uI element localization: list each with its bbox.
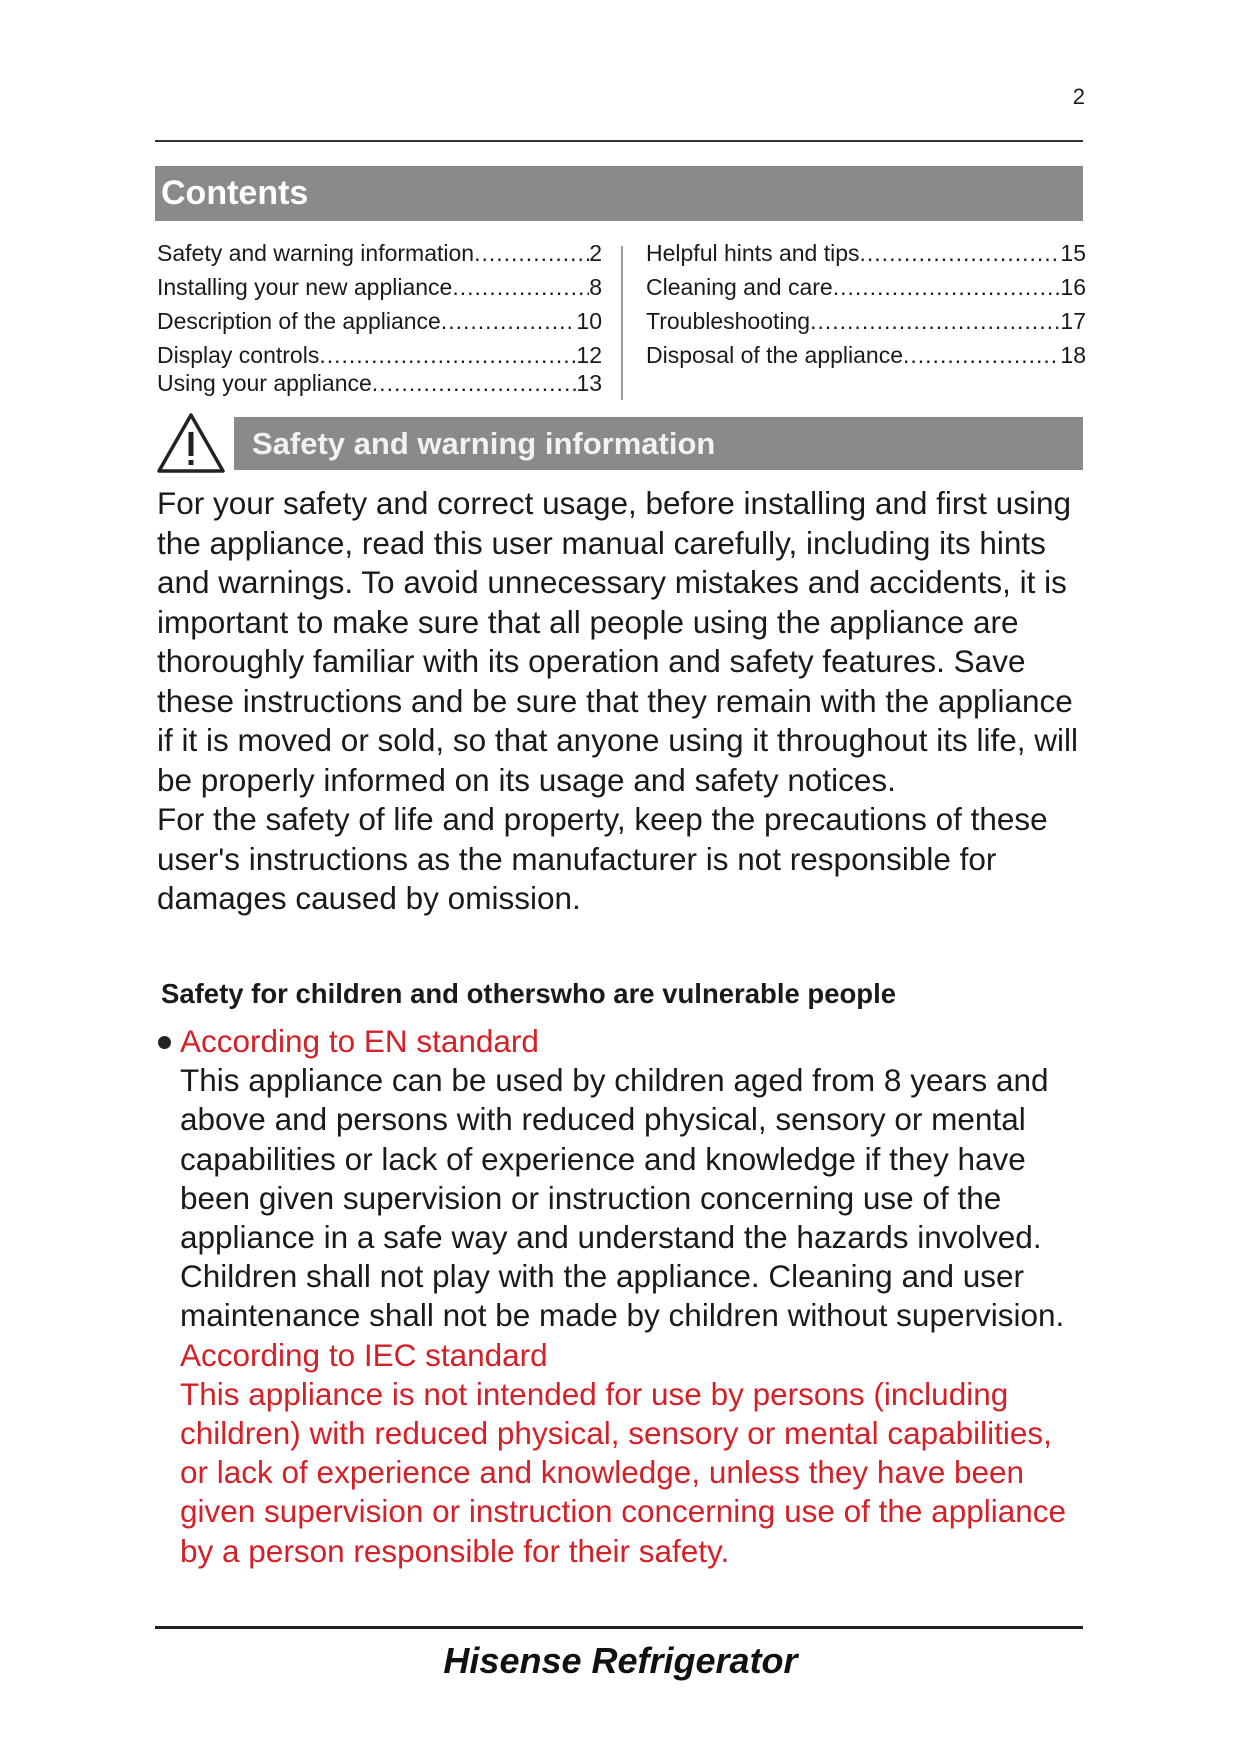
toc-entry-label: Safety and warning information xyxy=(157,240,475,266)
toc-entry-label: Disposal of the appliance xyxy=(646,342,903,368)
page-number: 2 xyxy=(1072,84,1085,109)
toc-entry-page: 12 xyxy=(576,342,602,368)
toc-entry-page: 15 xyxy=(1060,240,1086,266)
children-safety-heading: Safety for children and otherswho are vulnerable people xyxy=(161,978,897,1009)
toc-divider xyxy=(621,246,623,400)
toc-entry-page: 10 xyxy=(576,308,602,334)
iec-standard-heading: According to IEC standard xyxy=(180,1336,548,1373)
bullet-icon xyxy=(158,1036,171,1049)
toc-entry-page: 13 xyxy=(576,370,602,396)
toc-entry-label: Using your appliance xyxy=(157,370,372,396)
standards-block xyxy=(180,1022,1085,1571)
toc-entry-label: Installing your new appliance xyxy=(157,274,453,300)
toc-right-column xyxy=(646,236,1086,372)
intro-text xyxy=(157,484,1087,919)
toc-entry-label: Troubleshooting xyxy=(646,308,811,334)
intro-paragraph: For the safety of life and property, keep the precautions of these user's instructions as the manufacturer is not responsible for damages caused by omission. xyxy=(157,801,1048,916)
en-standard-text: This appliance can be used by children aged from 8 years and above and persons with reduced physical, sensory or mental capabilities or lack of experience and knowledge if they have been given supervision or instruction concerning use of the appliance in a safe way and understand the hazards involved. Children shall not play with the appliance. Cleaning and user maintenance shall not be made by children without supervision. xyxy=(180,1062,1065,1334)
toc-entry[interactable] xyxy=(646,236,1086,270)
footer-brand: Hisense Refrigerator xyxy=(443,1640,798,1681)
section-title: Safety and warning information xyxy=(234,417,1083,470)
toc-entry-page: 8 xyxy=(589,274,602,300)
toc-entry[interactable] xyxy=(157,270,602,304)
top-rule xyxy=(155,140,1083,142)
en-standard-heading: According to EN standard xyxy=(180,1023,539,1059)
toc-entry-page: 16 xyxy=(1060,274,1086,300)
toc-entry-label: Cleaning and care xyxy=(646,274,833,300)
toc-entry-label: Description of the appliance xyxy=(157,308,441,334)
toc-entry-page: 2 xyxy=(589,240,602,266)
toc-entry-page: 17 xyxy=(1060,308,1086,334)
contents-title: Contents xyxy=(155,166,1083,221)
toc-left-column xyxy=(157,236,602,400)
toc-entry-label: Display controls xyxy=(157,342,320,368)
intro-paragraph: For your safety and correct usage, before installing and first using the appliance, read this user manual carefully, including its hints and warnings. To avoid unnecessary mistakes and accidents, it is important to make sure that all people using the appliance are thoroughly familiar with its operation and safety features. Save these instructions and be sure that they remain with the appliance if it is moved or sold, so that anyone using it throughout its life, will be properly informed on its usage and safety notices. xyxy=(157,485,1078,798)
bottom-rule xyxy=(155,1626,1083,1629)
toc-entry[interactable] xyxy=(157,304,602,338)
toc-entry[interactable] xyxy=(157,236,602,270)
toc-entry[interactable] xyxy=(157,366,602,400)
toc-entry-page: 18 xyxy=(1060,342,1086,368)
iec-standard-text: This appliance is not intended for use by persons (including children) with reduced physical, sensory or mental capabilities, or lack of experience and knowledge, unless they have been given supervision or instruction concerning use of the appliance by a person responsible for their safety. xyxy=(180,1375,1067,1569)
toc-entry[interactable] xyxy=(646,304,1086,338)
toc-entry[interactable] xyxy=(646,270,1086,304)
toc-entry[interactable] xyxy=(646,338,1086,372)
toc-entry-label: Helpful hints and tips xyxy=(646,240,860,266)
warning-triangle-icon xyxy=(156,412,226,474)
